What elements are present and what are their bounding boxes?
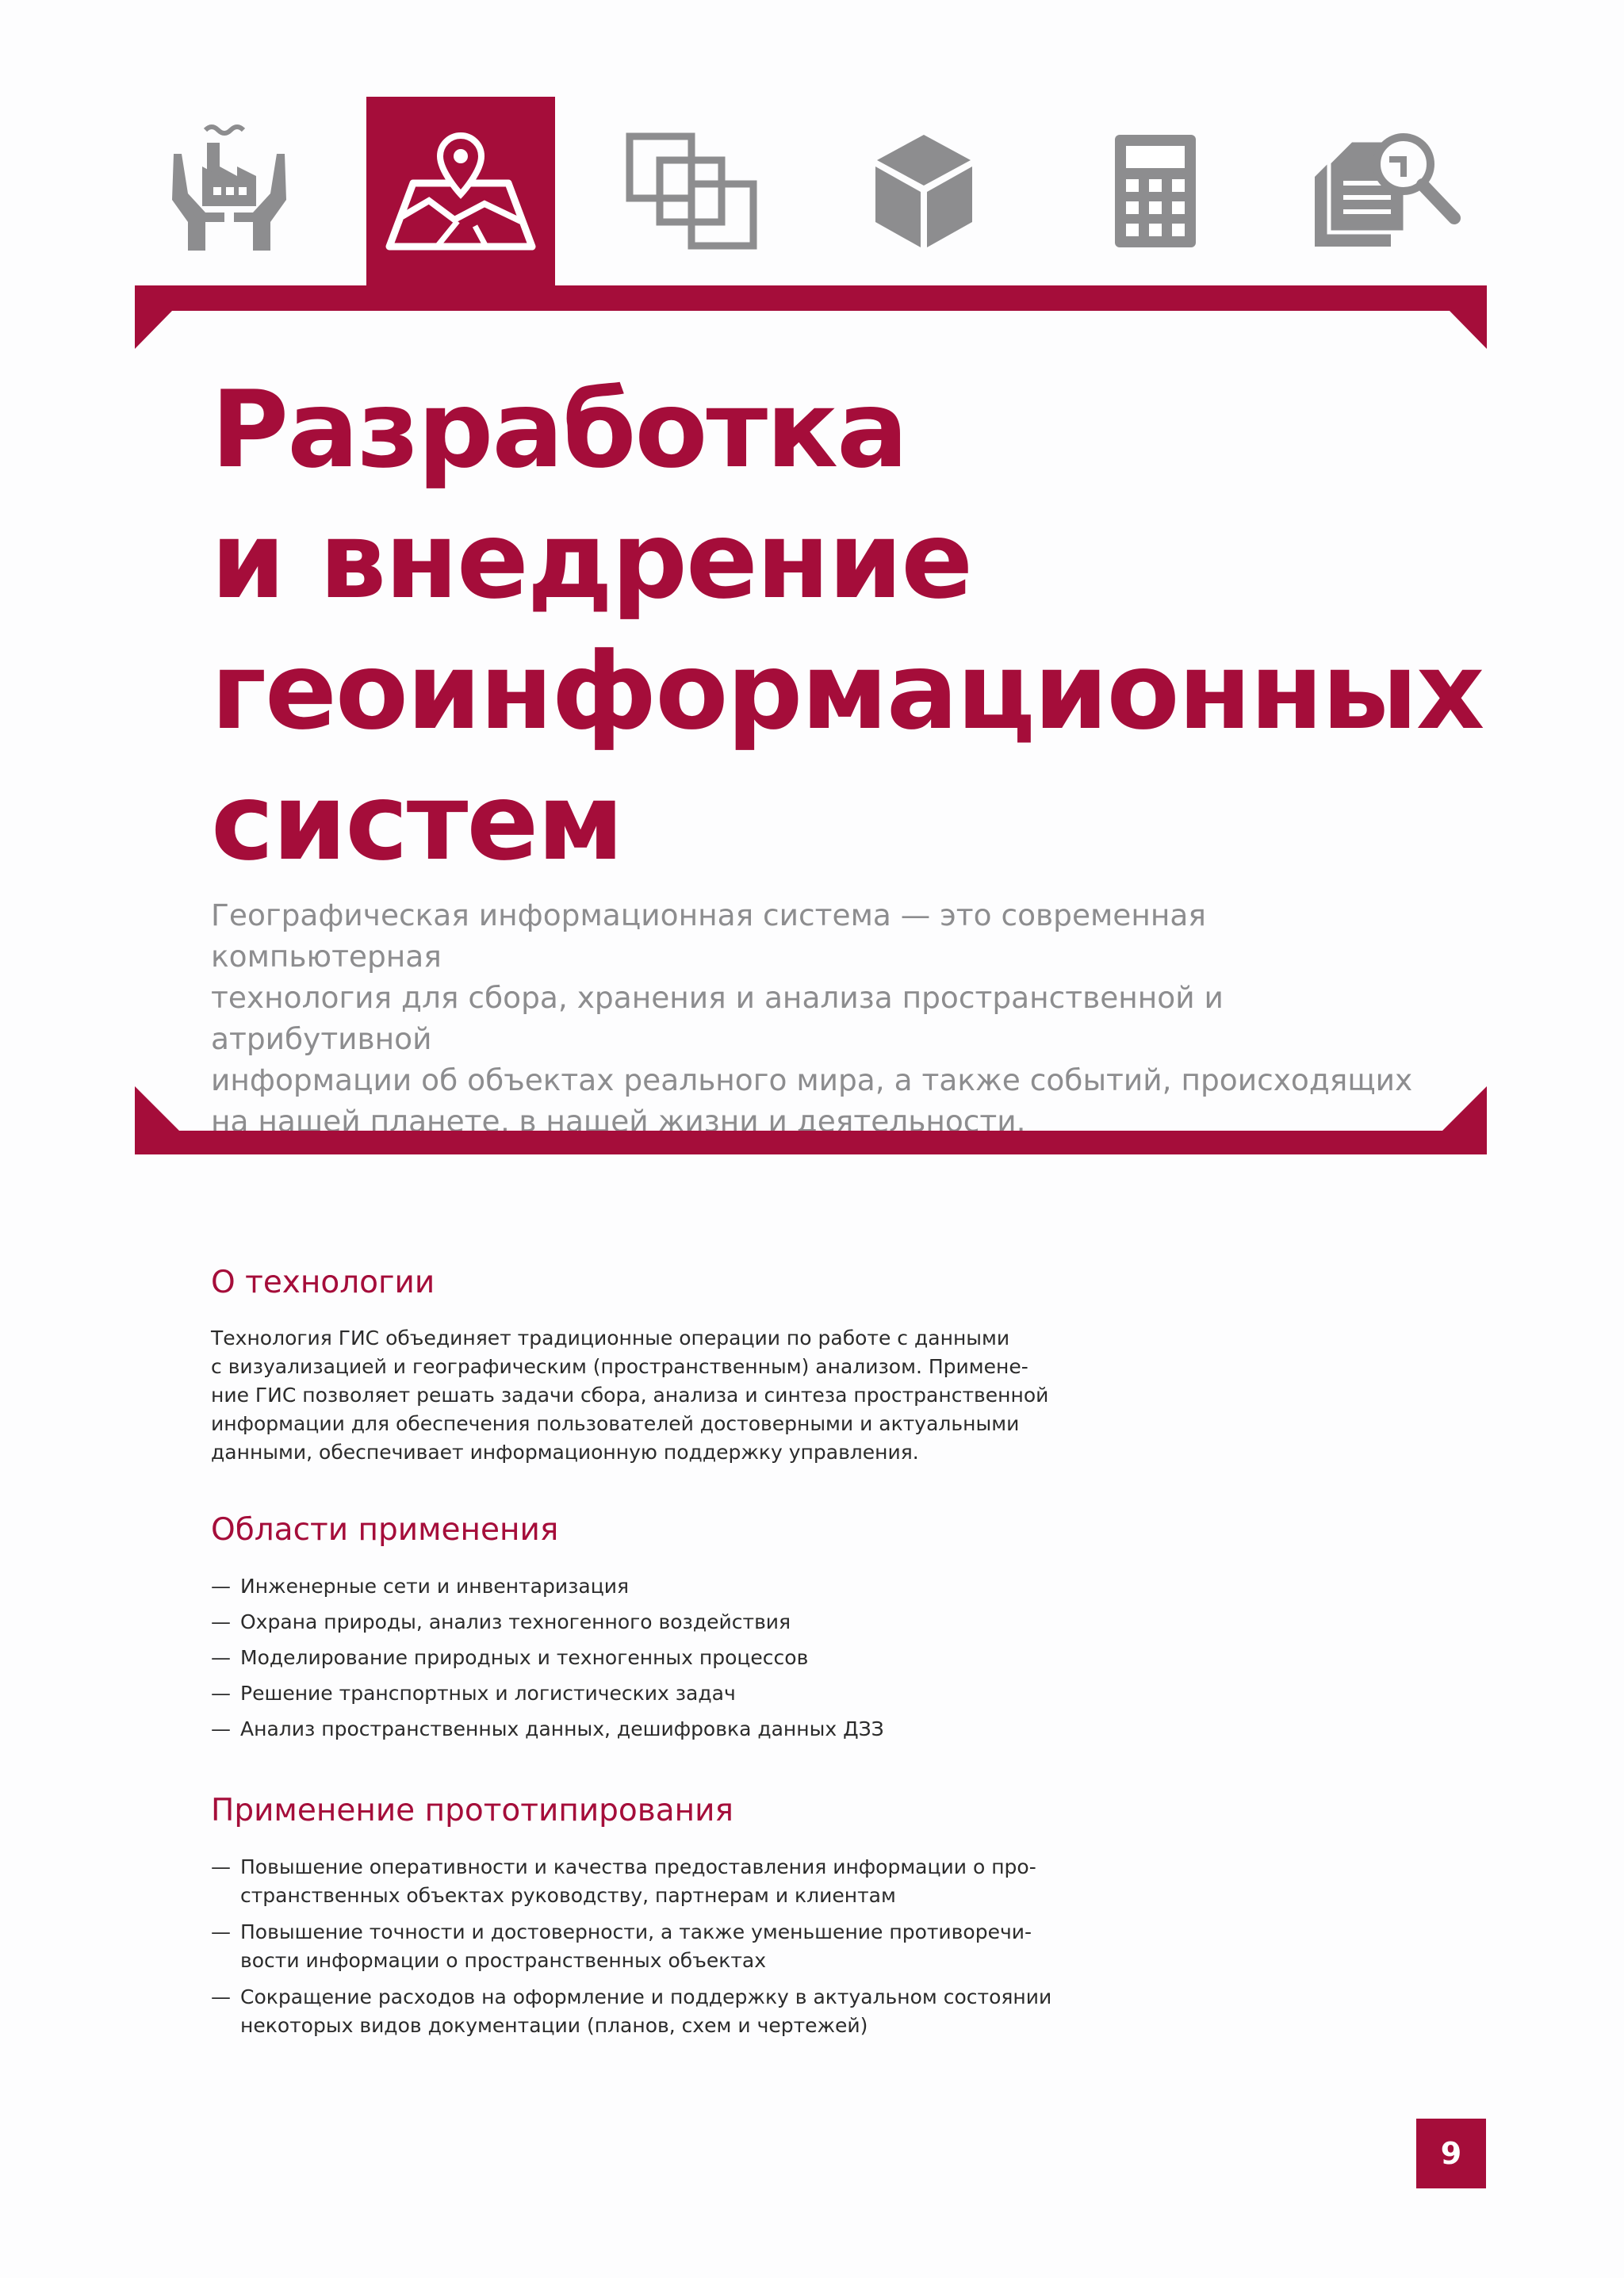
layered-squares-icon — [625, 132, 760, 251]
icon-tab-industry[interactable] — [135, 97, 324, 285]
page-title-line: систем — [211, 760, 622, 884]
list-item: — Моделирование природных и техногенных процессов — [211, 1644, 1083, 1672]
page-title-line: геоинформационных — [211, 630, 1484, 753]
page-number: 9 — [1416, 2119, 1486, 2188]
title-frame-top — [135, 285, 1487, 349]
icon-tab-calculator[interactable] — [1061, 97, 1250, 285]
intro-line: на нашей планете, в нашей жизни и деятельности. — [211, 1104, 1026, 1139]
list-item-line: — Повышение точности и достоверности, а также уменьшение противоречи- — [240, 1920, 1032, 1943]
list-item: — Инженерные сети и инвентаризация — [211, 1572, 1083, 1601]
factory-hands-icon — [158, 124, 301, 258]
icon-tab-gis[interactable] — [366, 97, 555, 285]
applications-list — [211, 1572, 1083, 1751]
list-item-line: — Повышение оперативности и качества предоставления информации о про- — [240, 1855, 1036, 1878]
list-item-line: странственных объектах руководству, партнерам и клиентам — [240, 1884, 896, 1907]
icon-tab-document-search[interactable] — [1293, 97, 1481, 285]
technology-line: с визуализацией и географическим (пространственным) анализом. Примене- — [211, 1355, 1028, 1378]
technology-paragraph — [211, 1324, 1083, 1467]
section-heading-technology: О технологии — [211, 1265, 435, 1300]
list-item-line: вости информации о пространственных объектах — [240, 1949, 767, 1972]
technology-line: информации для обеспечения пользователей достоверными и актуальными — [211, 1412, 1020, 1435]
technology-line: ние ГИС позволяет решать задачи сбора, анализа и синтеза пространственной — [211, 1384, 1049, 1407]
page-title-line: Разработка — [211, 368, 907, 492]
list-item: — Охрана природы, анализ техногенного воздействия — [211, 1608, 1083, 1637]
list-item: — Анализ пространственных данных, дешифровка данных ДЗЗ — [211, 1715, 1083, 1744]
page-title-line: и внедрение — [211, 499, 972, 622]
title-frame-bottom — [135, 1086, 1487, 1154]
prototyping-list — [211, 1853, 1083, 2048]
intro-line: информации об объектах реального мира, а также событий, происходящих — [211, 1062, 1413, 1097]
list-item-line: некоторых видов документации (планов, схем и чертежей) — [240, 2014, 868, 2037]
page-title — [211, 365, 1484, 888]
technology-line: Технология ГИС объединяет традиционные операции по работе с данными — [211, 1327, 1010, 1350]
technology-line: данными, обеспечивает информационную поддержку управления. — [211, 1441, 919, 1464]
list-item — [211, 1918, 1083, 1975]
list-item — [211, 1983, 1083, 2040]
section-heading-applications: Области применения — [211, 1512, 559, 1548]
map-pin-icon — [381, 128, 540, 255]
section-heading-prototyping: Применение прототипирования — [211, 1793, 733, 1828]
intro-line: технология для сбора, хранения и анализа пространственной и атрибутивной — [211, 980, 1224, 1056]
intro-line: Географическая информационная система — это современная компьютерная — [211, 898, 1206, 974]
icon-tab-3d[interactable] — [829, 97, 1018, 285]
document-search-icon — [1312, 128, 1462, 255]
calculator-icon — [1112, 132, 1199, 251]
list-item: — Решение транспортных и логистических задач — [211, 1679, 1083, 1708]
list-item-line: — Сокращение расходов на оформление и поддержку в актуальном состоянии — [240, 1985, 1052, 2008]
cube-icon — [872, 132, 975, 251]
list-item — [211, 1853, 1083, 1910]
icon-tab-layers[interactable] — [598, 97, 787, 285]
